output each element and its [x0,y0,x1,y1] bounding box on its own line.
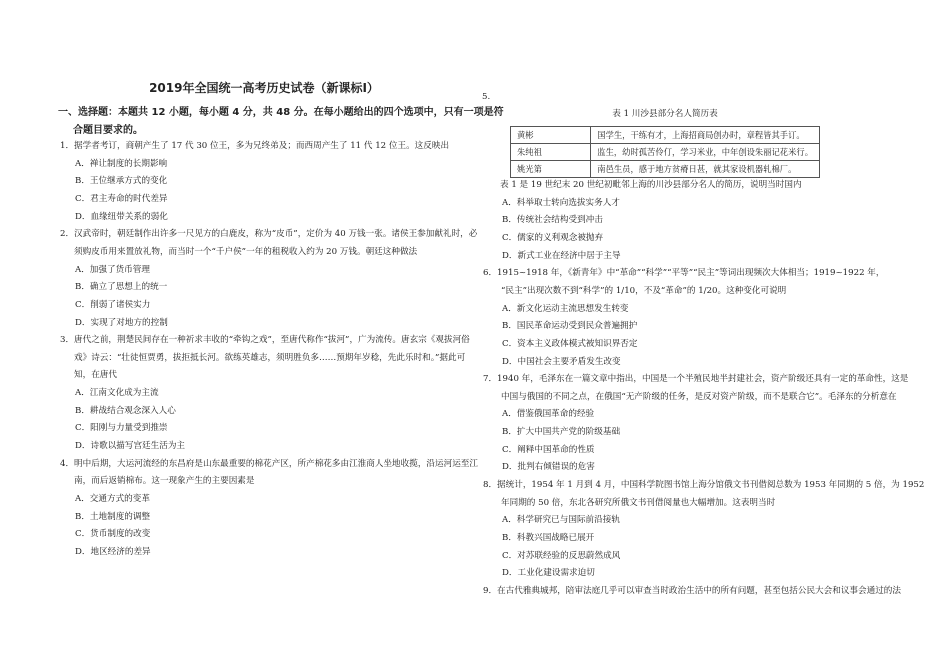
answer-option: B．土地制度的调整 [75,511,151,522]
table-row [511,127,820,144]
question-stem: “民主”出现次数不到“科学”的 1/10，不及“革命”的 1/20。这种变化可说明 [501,285,787,296]
answer-option: A．江南文化成为主流 [75,388,159,399]
question-stem: 6．1915~1918 年，《新青年》中“革命”“科学”“平等”“民主”等词出现频次大体相当；1919~1922 年， [483,268,885,279]
answer-option: C．对苏联经验的反思蔚然成风 [502,550,621,561]
question-stem: 须购皮币用来置放礼物，而当时一个“千户侯”一年的租税收入约为 20 万钱。朝廷这种做法 [74,246,418,257]
answer-option: B．传统社会结构受到冲击 [502,215,603,226]
answer-option: B．扩大中国共产党的阶级基础 [502,427,621,438]
answer-option: C．货币制度的改变 [75,529,151,540]
answer-option: A．借鉴俄国革命的经验 [502,409,595,420]
question-stem: 年同期的 50 倍，东北各研究所俄文书刊借阅量也大幅增加。这表明当时 [501,497,776,508]
question-stem: 表 1 是 19 世纪末 20 世纪初毗邻上海的川沙县部分名人的简历，说明当时国内 [500,180,802,190]
answer-option: A．禅让制度的长期影响 [75,158,168,169]
question-stem: 3．唐代之前，荆楚民间存在一种祈求丰收的“牵钩之戏”，至唐代称作“拔河”，广为流传。唐玄宗《观拔河俗 [60,335,470,346]
answer-option: D．新式工业在经济中居于主导 [502,250,621,261]
answer-option: D．实现了对地方的控制 [75,317,168,328]
answer-option: D．地区经济的差异 [75,546,151,557]
question-stem: 2．汉武帝时，朝廷制作出许多一尺见方的白鹿皮，称为“皮币”，定价为 40 万钱一张。诸侯王参加献礼时，必 [60,229,478,240]
question-stem: 4．明中后期，大运河流经的东昌府是山东最重要的棉花产区，所产棉花多由江淮商人坐地收揽，沿运河运至江 [60,458,478,469]
answer-option: C．削弱了诸侯实力 [75,299,151,310]
question-stem: 戏》诗云：“壮徒恒贾勇，拔拒抵长河。欲练英雄志，须明胜负多……预期年岁稔，先此乐时和。”据此可 [74,352,466,363]
table-cell-desc: 国学生，干练有才，上海招商局创办时，章程皆其手订。 [591,127,820,144]
question-number-5: 5. [482,92,491,102]
answer-option: D．工业化建设需求迫切 [502,568,595,579]
question-stem: 南，而后返销棉布。这一现象产生的主要因素是 [74,476,255,487]
answer-option: A．科学研究已与国际前沿接轨 [502,515,620,526]
answer-option: D．批判右倾错误的危害 [502,462,595,473]
answer-option: A．加强了货币管理 [75,264,150,275]
answer-option: C．阳刚与力量受到推崇 [75,423,168,434]
answer-option: D．血缘纽带关系的弱化 [75,211,168,222]
exam-title: 2019年全国统一高考历史试卷（新课标Ⅰ） [149,81,379,95]
answer-option: B．耕战结合观念深入人心 [75,405,176,416]
answer-option: A．科举取士转向选拔实务人才 [502,197,620,208]
section-heading-cont: 合题目要求的。 [73,125,143,136]
answer-option: B．王位继承方式的变化 [75,176,168,187]
answer-option: A．新文化运动主流思想发生转变 [502,303,629,314]
table-cell-desc: 监生，幼时孤苦伶仃，学习米业，中年创设朱丽记花米行。 [591,144,820,161]
question-stem: 8．据统计，1954 年 1 月到 4 月，中国科学院图书馆上海分馆俄文书刊借阅总数为 1953 年同期的 5 倍，为 1952 [483,480,925,491]
answer-option: A．交通方式的变革 [75,494,150,504]
question-stem: 7．1940 年，毛泽东在一篇文章中指出，中国是一个半殖民地半封建社会，资产阶级还具有一定的革命性，这是 [483,374,909,385]
question-stem: 知，在唐代 [74,370,117,381]
section-heading: 一、选择题：本题共 12 小题，每小题 4 分，共 48 分。在每小题给出的四个选项中，只有一项是符 [58,107,504,118]
answer-option: D．中国社会主要矛盾发生改变 [502,356,621,367]
answer-option: D．诗歌以描写宫廷生活为主 [75,441,186,452]
question-stem: 9．在古代雅典城邦，陪审法庭几乎可以审查当时政治生活中的所有问题，甚至包括公民大会和议事会通过的法 [483,585,901,596]
question-stem: 中国与俄国的不同之点，在俄国“无产阶级的任务，是反对资产阶级，而不是联合它”。毛泽东的分析意在 [501,391,897,402]
table-cell-name: 朱纯祖 [511,144,591,161]
answer-option: C．阐释中国革命的性质 [502,444,595,455]
table-cell-name: 黄彬 [511,127,591,144]
answer-option: C．儒家的义利观念被抛弃 [502,232,604,243]
table-row [511,144,820,161]
table-cell-name: 姚光第 [511,161,591,178]
table-caption: 表 1 川沙县部分名人简历表 [612,109,718,119]
answer-option: B．国民革命运动受到民众普遍拥护 [502,321,638,332]
answer-option: C．资本主义政体模式被知识界否定 [502,338,638,349]
table-row [511,161,820,178]
question-stem: 1．据学者考订，商朝产生了 17 代 30 位王，多为兄终弟及；而西周产生了 11 代 12 位王。这反映出 [60,141,450,151]
celebrity-table [510,126,820,178]
answer-option: B．科教兴国战略已展开 [502,533,595,543]
table-cell-desc: 南邑生员，感于地方贫瘠日甚，就其家设机器轧棉厂。 [591,161,820,178]
answer-option: C．君主寿命的时代差异 [75,193,168,204]
answer-option: B．确立了思想上的统一 [75,282,168,293]
